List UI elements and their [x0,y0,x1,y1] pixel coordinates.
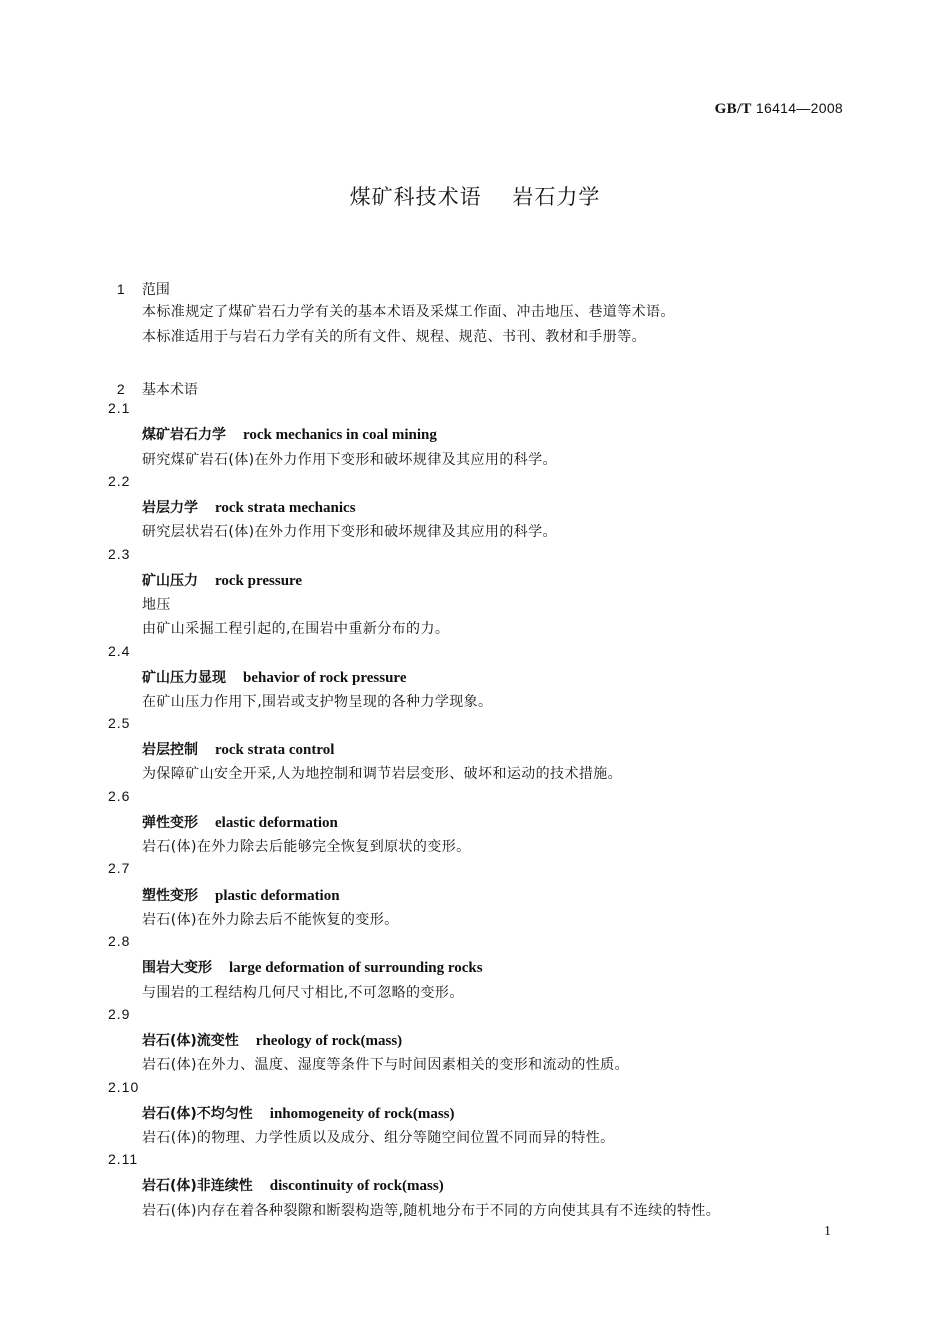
standard-prefix: GB/T [714,101,752,117]
term-en: rock mechanics in coal mining [243,427,437,443]
term-en: rock strata mechanics [215,500,356,516]
term-definition: 在矿山压力作用下,围岩或支护物呈现的各种力学现象。 [142,694,493,710]
term-en: large deformation of surrounding rocks [229,960,483,976]
term-heading [142,1103,455,1123]
term-zh: 岩石(体)流变性 [142,1033,239,1049]
term-synonym: 地压 [142,597,171,613]
term-definition: 为保障矿山安全开采,人为地控制和调节岩层变形、破坏和运动的技术措施。 [142,766,623,782]
term-heading [142,1175,444,1195]
term-en: rheology of rock(mass) [255,1033,403,1049]
term-heading [142,570,302,590]
term-en: behavior of rock pressure [243,670,407,686]
term-number: 2.8 [108,933,131,949]
section-heading-basic-terms [108,363,198,399]
term-definition: 岩石(体)在外力除去后不能恢复的变形。 [142,912,399,928]
term-zh: 弹性变形 [142,815,198,831]
term-zh: 岩石(体)非连续性 [142,1178,253,1194]
standard-number: 16414—2008 [755,100,843,116]
term-zh: 矿山压力显现 [142,670,226,686]
term-heading [142,1030,402,1050]
term-heading [142,957,483,977]
section-number: 2 [116,381,125,397]
term-definition: 由矿山采掘工程引起的,在围岩中重新分布的力。 [142,621,450,637]
term-en: rock pressure [215,573,303,589]
section-title: 范围 [141,282,170,298]
term-en: discontinuity of rock(mass) [269,1178,444,1194]
term-definition: 研究层状岩石(体)在外力作用下变形和破坏规律及其应用的科学。 [142,524,557,540]
term-definition: 岩石(体)内存在着各种裂隙和断裂构造等,随机地分布于不同的方向使其具有不连续的特性。 [142,1203,721,1219]
term-zh: 矿山压力 [142,573,198,589]
term-zh: 岩层控制 [142,742,198,758]
term-heading [142,424,437,444]
term-definition: 岩石(体)在外力除去后能够完全恢复到原状的变形。 [142,839,471,855]
term-number: 2.9 [108,1006,131,1022]
term-heading [142,739,334,759]
term-en: inhomogeneity of rock(mass) [269,1106,455,1122]
scope-paragraph: 本标准规定了煤矿岩石力学有关的基本术语及采煤工作面、冲击地压、巷道等术语。 [142,304,675,320]
term-heading [142,667,406,687]
term-number: 2.4 [108,643,131,659]
term-en: elastic deformation [215,815,338,831]
term-zh: 煤矿岩石力学 [142,427,226,443]
term-definition: 岩石(体)在外力、温度、湿度等条件下与时间因素相关的变形和流动的性质。 [142,1057,629,1073]
scope-paragraph: 本标准适用于与岩石力学有关的所有文件、规程、规范、书刊、教材和手册等。 [142,329,646,345]
standard-code [715,100,843,118]
term-definition: 岩石(体)的物理、力学性质以及成分、组分等随空间位置不同而异的特性。 [142,1130,615,1146]
page-number: 1 [824,1224,831,1239]
term-number: 2.1 [108,400,131,416]
term-zh: 塑性变形 [142,888,198,904]
term-zh: 围岩大变形 [142,960,212,976]
term-heading [142,812,338,832]
section-title: 基本术语 [141,382,198,398]
term-number: 2.5 [108,715,131,731]
term-en: plastic deformation [215,888,340,904]
term-definition: 研究煤矿岩石(体)在外力作用下变形和破坏规律及其应用的科学。 [142,452,557,468]
term-number: 2.10 [108,1079,140,1095]
document-title: 煤矿科技术语 岩石力学 [349,185,601,209]
term-number: 2.7 [108,860,131,876]
term-zh: 岩层力学 [142,500,198,516]
section-heading-scope [108,263,170,299]
term-en: rock strata control [215,742,335,758]
term-number: 2.3 [108,546,131,562]
term-definition: 与围岩的工程结构几何尺寸相比,不可忽略的变形。 [142,985,464,1001]
term-number: 2.6 [108,788,131,804]
term-zh: 岩石(体)不均匀性 [142,1106,253,1122]
section-number: 1 [116,281,125,297]
term-heading [142,885,340,905]
term-heading [142,497,356,517]
term-number: 2.11 [108,1151,139,1167]
term-number: 2.2 [108,473,131,489]
